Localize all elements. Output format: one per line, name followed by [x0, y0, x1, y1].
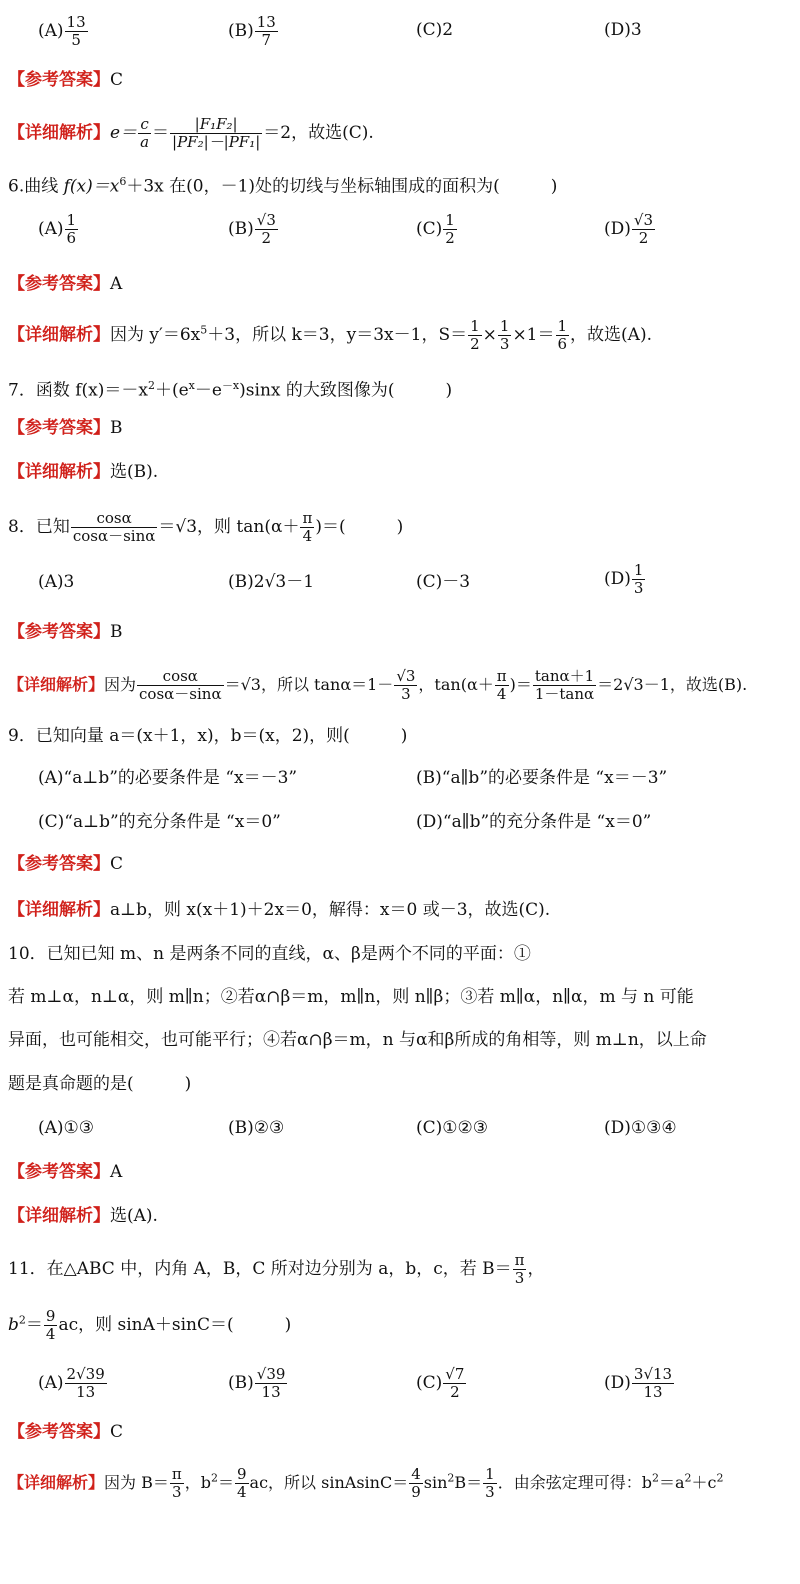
- q9-analysis: 【详细解析】a⊥b，则 x(x＋1)＋2x＝0，解得：x＝0 或－3，故选(C).: [8, 900, 551, 920]
- q8-stem: 8．已知 $\frac{\cos\alpha}{\cos\alpha-\sin\alpha}$ ＝√3，则 tan(α＋ $\frac{\pi}{4}$ )＝( ): [8, 509, 404, 545]
- q11-answer: 【参考答案】C: [8, 1422, 124, 1442]
- q6-analysis: 【详细解析】因为 $y'=6x^5+3$，所以 k＝3，y＝3x－1，S＝ $\frac{1}{2}$ × $\frac{1}{3}$ ×1＝ $\frac{1}{6}$ ，故选(A).: [8, 317, 652, 353]
- q10-option-b: (B)②③: [228, 1118, 285, 1138]
- q6-option-d: (D) $\frac{√3}{2}$: [604, 211, 654, 247]
- q8-option-b: (B)2√3－1: [228, 572, 315, 592]
- q5-option-c: (C)2: [416, 20, 454, 40]
- q10-option-a: (A)①③: [38, 1118, 95, 1138]
- q6-answer: 【参考答案】A: [8, 274, 123, 294]
- q10-option-d: (D)①③④: [604, 1118, 677, 1138]
- q8-option-d: (D) $\frac{1}{3}$: [604, 561, 644, 597]
- q10-stem-line-4: 题是真命题的是( ): [8, 1074, 192, 1094]
- q7-stem: 7．函数 $f(x)=-x^2+(e^x-e^{-x})\sin x$ 的大致图像为( ): [8, 379, 453, 401]
- q10-stem-line-3: 异面，也可能相交，也可能平行；④若α∩β＝m，n 与α和β所成的角相等，则 m⊥n，以上命: [8, 1030, 707, 1050]
- q9-answer: 【参考答案】C: [8, 854, 124, 874]
- q9-option-c: (C)“a⊥b”的充分条件是 “x＝0”: [38, 812, 281, 832]
- q10-stem-line-2: 若 m⊥α，n⊥α，则 m∥n；②若α∩β＝m，m∥n，则 n∥β；③若 m∥α，n∥α，m 与 n 可能: [8, 987, 694, 1007]
- q5-option-d: (D)3: [604, 20, 642, 40]
- q8-option-c: (C)－3: [416, 572, 471, 592]
- q7-answer: 【参考答案】B: [8, 418, 123, 438]
- q10-analysis: 【详细解析】选(A).: [8, 1206, 158, 1226]
- q6-option-b: (B) $\frac{√3}{2}$: [228, 211, 276, 247]
- q8-answer: 【参考答案】B: [8, 622, 123, 642]
- q8-option-a: (A)3: [38, 572, 75, 592]
- q6-option-a: (A) $\frac{1}{6}$: [38, 211, 77, 247]
- q9-option-a: (A)“a⊥b”的必要条件是 “x＝－3”: [38, 768, 298, 788]
- q9-option-b: (B)“a∥b”的必要条件是 “x＝－3”: [416, 768, 668, 788]
- q5-answer: 【参考答案】C: [8, 70, 124, 90]
- q6-stem: 6.曲线 $f(x)=x^6+3x$ 在(0，－1)处的切线与坐标轴围成的面积为( ): [8, 175, 558, 197]
- q10-answer: 【参考答案】A: [8, 1162, 123, 1182]
- q9-option-d: (D)“a∥b”的充分条件是 “x＝0”: [416, 812, 652, 832]
- q10-stem-line-1: 10．已知已知 m、n 是两条不同的直线，α、β是两个不同的平面：①: [8, 944, 531, 964]
- q9-stem: 9．已知向量 a＝(x＋1，x)，b＝(x，2)，则( ): [8, 726, 408, 746]
- q11-stem-line-2: $b^2=$ $\frac{9}{4}$ ac，则 sinA＋sinC＝( ): [8, 1307, 292, 1343]
- q11-option-b: (B) $\frac{√39}{13}$: [228, 1365, 286, 1401]
- q6-option-c: (C) $\frac{1}{2}$: [416, 211, 455, 247]
- q5-option-a: (A) $\frac{13}{5}$: [38, 13, 86, 49]
- q8-analysis: 【详细解析】因为 $\frac{\cos\alpha}{\cos\alpha-\sin\alpha}$ ＝√3，所以 tanα＝1－ $\frac{√3}{3}$ ，tan(α＋ $\frac{\pi}{4}$ )＝ $\frac{\tan\alpha+1}{1-\tan\alpha}$ ＝2√3－1，故选(B).: [8, 667, 748, 703]
- q11-analysis: 【详细解析】因为 B＝ $\frac{\pi}{3}$ ，$b^2=$ $\frac{9}{4}$ ac，所以 sinAsinC＝ $\frac{4}{9}$ $\sin^2B=$ $\frac{1}{3}$ ．由余弦定理可得：$b^2=a^2+c^2$: [8, 1465, 724, 1501]
- q11-option-c: (C) $\frac{√7}{2}$: [416, 1365, 465, 1401]
- q11-stem-line-1: 11．在△ABC 中，内角 A，B，C 所对边分别为 a，b，c，若 B＝ $\frac{\pi}{3}$ ，: [8, 1251, 545, 1287]
- q5-analysis: 【详细解析】e＝ $\frac{c}{a}$ ＝ $\frac{\text{|F₁F₂|}}{\text{|PF₂|－|PF₁|}}$ ＝2，故选(C).: [8, 115, 374, 151]
- q5-option-b: (B) $\frac{13}{7}$: [228, 13, 276, 49]
- q11-option-d: (D) $\frac{3√13}{13}$: [604, 1365, 673, 1401]
- q11-option-a: (A) $\frac{2√39}{13}$: [38, 1365, 105, 1401]
- q10-option-c: (C)①②③: [416, 1118, 488, 1138]
- q7-analysis: 【详细解析】选(B).: [8, 462, 159, 482]
